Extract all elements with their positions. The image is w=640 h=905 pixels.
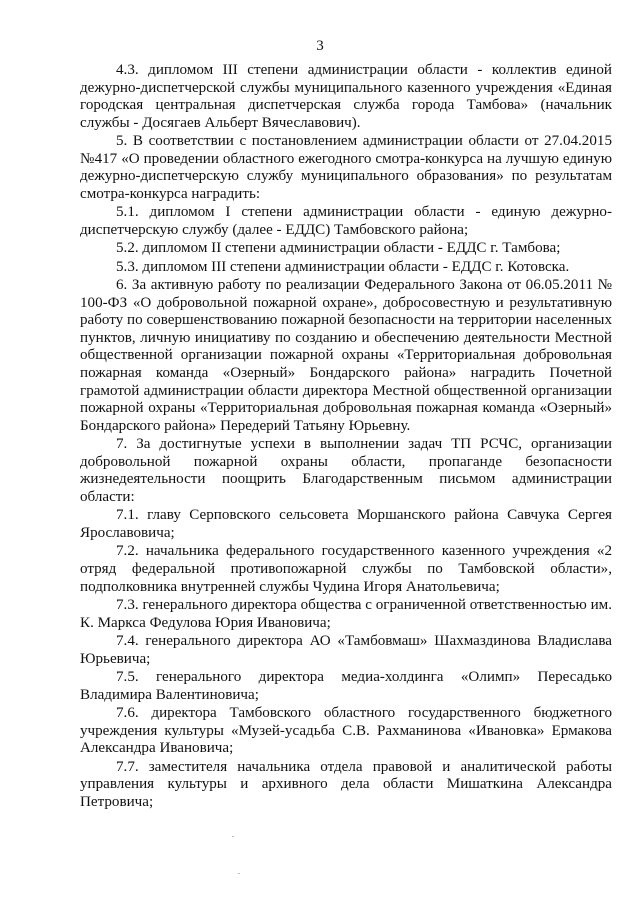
paragraph-6: 6. За активную работу по реализации Федерального Закона от 06.05.2011 № 100-ФЗ «О добровольной пожарной охране», добросовестную и результативную работу по совершенствованию пожарной безопасности на территории населенных пунктов, личную инициативу по созданию и обеспечению деятельности Местной общественной организации пожарной охраны «Территориальная добровольная пожарная команда «Озерный» Бондарского района» наградить Почетной грамотой администрации области директора Местной общественной организации пожарной охраны «Территориальная добровольная пожарная команда «Озерный» Бондарского района» Передерий Татьяну Юрьевну. — [80, 277, 612, 434]
paragraph-7-2: 7.2. начальника федерального государственного казенного учреждения «2 отряд федеральной противопожарной службы по Тамбовской области», подполковника внутренней службы Чудина Игоря Анатольевича; — [80, 543, 612, 595]
paragraph-7-6: 7.6. директора Тамбовского областного государственного бюджетного учреждения культуры «Музей-усадьба С.В. Рахманинова «Ивановка» Ермакова Александра Ивановича; — [80, 704, 612, 757]
paragraph-7-3: 7.3. генерального директора общества с ограниченной ответственностью им. К. Маркса Федулова Юрия Ивановича; — [80, 596, 612, 631]
paragraph-5: 5. В соответствии с постановлением администрации области от 27.04.2015 №417 «О проведении областного ежегодного смотра-конкурса на лучшую единую дежурно-диспетчерскую службу муниципального образования» по результатам смотра-конкурса наградить: — [80, 133, 612, 202]
paragraph-7: 7. За достигнутые успехи в выполнении задач ТП РСЧС, организации добровольной пожарной охраны области, пропаганде безопасности жизнедеятельности поощрить Благодарственным письмом администрации области: — [80, 436, 612, 506]
scan-speck — [238, 873, 240, 874]
document-body — [80, 62, 612, 811]
paragraph-5-3: 5.3. дипломом III степени администрации области - ЕДДС г. Котовска. — [116, 258, 570, 275]
paragraph-7-5: 7.5. генерального директора медиа-холдинга «Олимп» Пересадько Владимира Валентиновича; — [80, 668, 612, 703]
paragraph-5-2: 5.2. дипломом II степени администрации области - ЕДДС г. Тамбова; — [116, 240, 561, 257]
paragraph-5-1: 5.1. дипломом I степени администрации области - единую дежурно-диспетчерскую службу (далее - ЕДДС) Тамбовского района; — [80, 204, 612, 238]
scan-speck — [232, 836, 234, 837]
paragraph-7-7: 7.7. заместителя начальника отдела правовой и аналитической работы управления культуры и архивного дела области Мишаткина Александра Петровича; — [80, 758, 612, 810]
paragraph-4-3: 4.3. дипломом III степени администрации области - коллектив единой дежурно-диспетчерской службы муниципального казенного учреждения «Единая городская центральная диспетчерская служба города Тамбова» (начальник службы - Досягаев Альберт Вячеславович). — [80, 62, 612, 131]
page-number: 3 — [316, 38, 324, 54]
paragraph-7-1: 7.1. главу Серповского сельсовета Моршанского района Савчука Сергея Ярославовича; — [80, 507, 612, 542]
paragraph-7-4: 7.4. генерального директора АО «Тамбовмаш» Шахмаздинова Владислава Юрьевича; — [80, 632, 612, 667]
